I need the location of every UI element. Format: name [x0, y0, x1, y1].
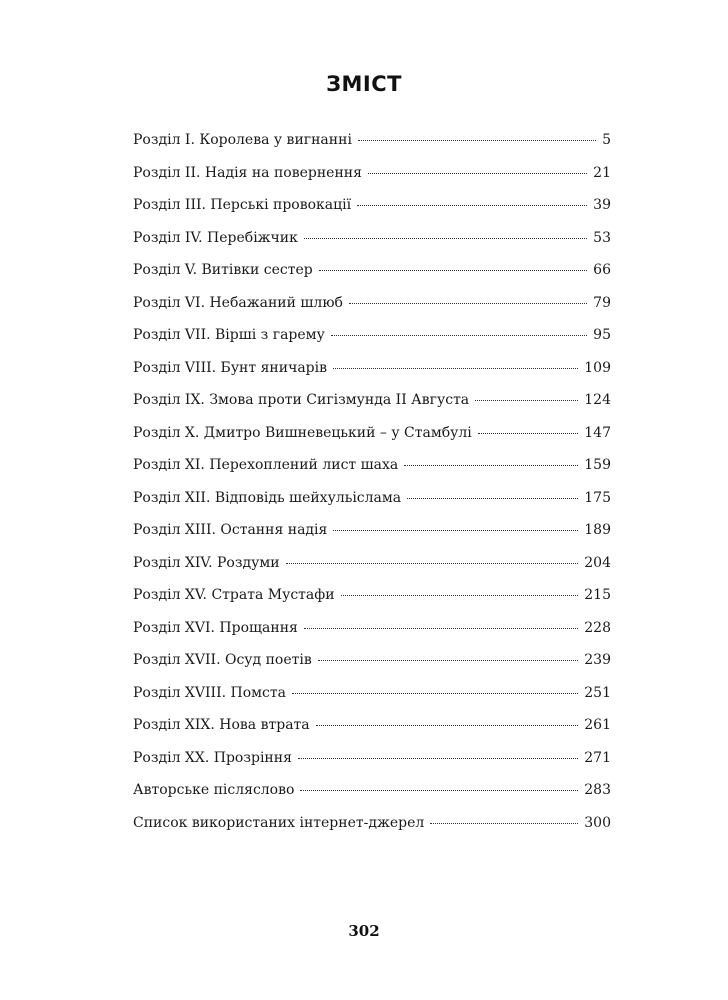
toc-entry-label: Список використаних інтернет-джерел [133, 814, 425, 831]
dot-leader [304, 238, 587, 239]
toc-entry [133, 222, 611, 255]
toc-entry-page: 5 [602, 132, 611, 148]
toc-entry-page: 53 [593, 229, 611, 246]
toc-entry-page: 228 [584, 619, 611, 636]
toc-entry-label: Авторське післяслово [133, 782, 295, 798]
toc-entry [133, 579, 611, 612]
dot-leader [341, 595, 579, 596]
dot-leader [357, 205, 587, 206]
toc-entry [133, 482, 611, 515]
page-title: ЗМІСТ [326, 72, 402, 96]
toc-entry [133, 449, 611, 482]
toc-entry-page: 147 [584, 424, 611, 441]
dot-leader [333, 368, 578, 369]
dot-leader [407, 498, 578, 499]
toc-entry-label: Розділ III. Перські провокації [133, 197, 352, 213]
table-of-contents [133, 124, 611, 839]
toc-entry-page: 251 [584, 684, 611, 701]
toc-entry-label: Розділ IX. Змова проти Сигізмунда ІІ Августа [133, 392, 470, 408]
toc-entry-label: Розділ X. Дмитро Вишневецький – у Стамбулі [133, 424, 472, 441]
toc-entry-label: Розділ VII. Вірші з гарему [133, 327, 325, 343]
toc-entry-label: Розділ XI. Перехоплений лист шаха [133, 457, 399, 473]
toc-entry-label: Розділ XIX. Нова втрата [133, 717, 310, 733]
toc-entry [133, 612, 611, 645]
dot-leader [318, 660, 579, 661]
toc-entry-page: 109 [584, 359, 611, 376]
toc-entry [133, 352, 611, 385]
toc-entry-page: 189 [584, 522, 611, 538]
toc-entry [133, 157, 611, 190]
toc-entry-label: Розділ IV. Перебіжчик [133, 229, 298, 246]
toc-entry-label: Розділ II. Надія на повернення [133, 164, 362, 181]
toc-entry-page: 300 [584, 814, 611, 831]
dot-leader [331, 335, 587, 336]
toc-entry [133, 189, 611, 222]
toc-entry-label: Розділ VIII. Бунт яничарів [133, 359, 327, 376]
toc-entry-page: 283 [584, 782, 611, 798]
dot-leader [292, 693, 578, 694]
toc-entry [133, 287, 611, 320]
toc-entry [133, 677, 611, 710]
toc-entry [133, 514, 611, 547]
toc-entry-page: 79 [593, 294, 611, 311]
toc-entry-label: Розділ XV. Страта Мустафи [133, 587, 335, 603]
toc-entry-page: 66 [593, 262, 611, 278]
toc-entry-label: Розділ XX. Прозріння [133, 749, 292, 766]
toc-entry [133, 417, 611, 450]
dot-leader [300, 790, 578, 791]
toc-entry [133, 124, 611, 157]
toc-entry-page: 261 [584, 717, 611, 733]
toc-entry [133, 807, 611, 840]
toc-entry-page: 204 [584, 554, 611, 571]
toc-entry-label: Розділ VI. Небажаний шлюб [133, 294, 343, 311]
toc-entry [133, 384, 611, 417]
dot-leader [333, 530, 578, 531]
toc-entry-page: 175 [584, 489, 611, 506]
toc-entry-page: 95 [593, 327, 611, 343]
toc-entry-page: 21 [593, 164, 611, 181]
toc-entry [133, 774, 611, 807]
toc-entry-page: 215 [584, 587, 611, 603]
toc-entry-label: Розділ I. Королева у вигнанні [133, 132, 352, 148]
toc-entry [133, 254, 611, 287]
page-number: 302 [348, 922, 380, 940]
toc-entry-label: Розділ XVIII. Помста [133, 684, 286, 701]
toc-entry [133, 547, 611, 580]
toc-entry-label: Розділ XVI. Прощання [133, 619, 298, 636]
toc-entry [133, 644, 611, 677]
toc-entry-page: 39 [593, 197, 611, 213]
dot-leader [404, 465, 578, 466]
toc-entry-page: 239 [584, 652, 611, 668]
dot-leader [368, 173, 587, 174]
toc-entry [133, 742, 611, 775]
toc-entry-label: Розділ XIII. Остання надія [133, 522, 328, 538]
dot-leader [316, 725, 579, 726]
toc-entry-label: Розділ XVII. Осуд поетів [133, 652, 312, 668]
toc-entry [133, 319, 611, 352]
dot-leader [478, 433, 579, 434]
toc-entry-page: 124 [584, 392, 611, 408]
toc-entry-label: Розділ XII. Відповідь шейхульіслама [133, 489, 402, 506]
toc-entry-page: 159 [584, 457, 611, 473]
dot-leader [358, 140, 596, 141]
toc-entry [133, 709, 611, 742]
dot-leader [349, 303, 587, 304]
dot-leader [475, 400, 578, 401]
dot-leader [298, 758, 578, 759]
toc-entry-label: Розділ V. Витівки сестер [133, 262, 313, 278]
dot-leader [304, 628, 578, 629]
toc-entry-page: 271 [584, 749, 611, 766]
dot-leader [430, 823, 578, 824]
toc-entry-label: Розділ XIV. Роздуми [133, 554, 280, 571]
dot-leader [319, 270, 587, 271]
dot-leader [286, 563, 579, 564]
